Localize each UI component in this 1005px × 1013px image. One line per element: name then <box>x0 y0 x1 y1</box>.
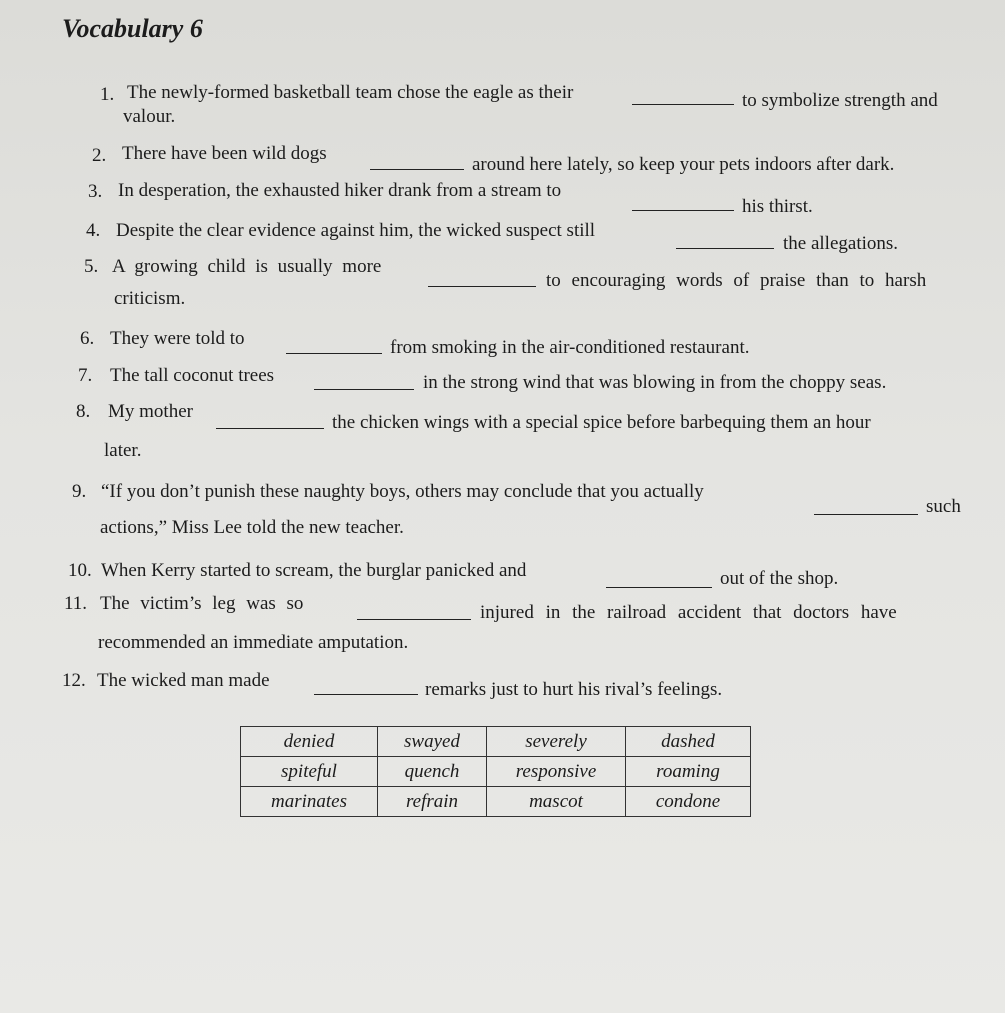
question-8-text: My mother <box>108 401 193 422</box>
word-bank-cell: swayed <box>378 727 487 757</box>
word-bank-cell: mascot <box>487 787 626 817</box>
question-4-text-after: the allegations. <box>783 233 899 254</box>
word-bank-cell: denied <box>241 727 378 757</box>
word-bank-table <box>240 726 751 817</box>
word-bank-cell: marinates <box>241 787 378 817</box>
question-2-text: There have been wild dogs <box>122 143 327 164</box>
question-8-number: 8. <box>76 401 91 422</box>
question-6-text-after: from smoking in the air-conditioned restaurant. <box>390 337 750 358</box>
word-bank-cell: condone <box>626 787 751 817</box>
question-6-number: 6. <box>80 328 95 349</box>
question-10-text-after: out of the shop. <box>720 568 839 589</box>
question-11-continuation: recommended an immediate amputation. <box>98 632 409 653</box>
question-7-number: 7. <box>78 365 93 386</box>
question-6-text: They were told to <box>110 328 245 349</box>
question-8-text-after: the chicken wings with a special spice before barbequing them an hour <box>332 412 871 433</box>
question-9-blank[interactable] <box>814 514 918 515</box>
question-8-continuation: later. <box>104 440 142 461</box>
question-5-continuation: criticism. <box>114 288 186 309</box>
question-2-blank[interactable] <box>370 169 464 170</box>
question-1-continuation: valour. <box>123 106 176 127</box>
question-1-text-after: to symbolize strength and <box>742 90 938 111</box>
question-10-text: When Kerry started to scream, the burglar panicked and <box>101 560 527 581</box>
question-1-text: The newly-formed basketball team chose the eagle as their <box>127 82 574 103</box>
question-2-text-after: around here lately, so keep your pets indoors after dark. <box>472 154 895 175</box>
question-1-blank[interactable] <box>632 104 734 105</box>
question-5-text: A growing child is usually more <box>112 256 382 277</box>
question-9-text: “If you don’t punish these naughty boys, others may conclude that you actually <box>101 481 704 502</box>
question-4-text: Despite the clear evidence against him, the wicked suspect still <box>116 220 596 241</box>
word-bank-cell: quench <box>378 757 487 787</box>
question-3-text: In desperation, the exhausted hiker drank from a stream to <box>118 180 562 201</box>
word-bank-cell: responsive <box>487 757 626 787</box>
word-bank-row <box>241 757 751 787</box>
question-12-text-after: remarks just to hurt his rival’s feelings. <box>425 679 723 700</box>
question-5-blank[interactable] <box>428 286 536 287</box>
question-12-text: The wicked man made <box>97 670 270 691</box>
question-3-text-after: his thirst. <box>742 196 813 217</box>
question-11-text-after: injured in the railroad accident that doctors have <box>480 602 897 623</box>
question-11-text: The victim’s leg was so <box>100 593 304 614</box>
word-bank-cell: spiteful <box>241 757 378 787</box>
question-4-blank[interactable] <box>676 248 774 249</box>
question-3-blank[interactable] <box>632 210 734 211</box>
question-2-number: 2. <box>92 145 107 166</box>
question-7-text-after: in the strong wind that was blowing in from the choppy seas. <box>423 372 887 393</box>
question-6-blank[interactable] <box>286 353 382 354</box>
question-9-text-after: such <box>926 496 961 517</box>
question-12-number: 12. <box>62 670 86 691</box>
question-7-blank[interactable] <box>314 389 414 390</box>
question-5-text-after: to encouraging words of praise than to harsh <box>546 270 927 291</box>
question-1-number: 1. <box>100 84 115 105</box>
page-title: Vocabulary 6 <box>62 14 203 43</box>
question-10-number: 10. <box>68 560 92 581</box>
word-bank-cell: refrain <box>378 787 487 817</box>
question-5-number: 5. <box>84 256 99 277</box>
question-4-number: 4. <box>86 220 101 241</box>
word-bank-row <box>241 787 751 817</box>
question-3-number: 3. <box>88 181 103 202</box>
word-bank-cell: roaming <box>626 757 751 787</box>
question-8-blank[interactable] <box>216 428 324 429</box>
word-bank-cell: dashed <box>626 727 751 757</box>
question-12-blank[interactable] <box>314 694 418 695</box>
word-bank-cell: severely <box>487 727 626 757</box>
question-11-number: 11. <box>64 593 88 614</box>
question-9-number: 9. <box>72 481 87 502</box>
question-7-text: The tall coconut trees <box>110 365 275 386</box>
question-10-blank[interactable] <box>606 587 712 588</box>
question-11-blank[interactable] <box>357 619 471 620</box>
question-9-continuation: actions,” Miss Lee told the new teacher. <box>100 517 404 538</box>
word-bank-row <box>241 727 751 757</box>
